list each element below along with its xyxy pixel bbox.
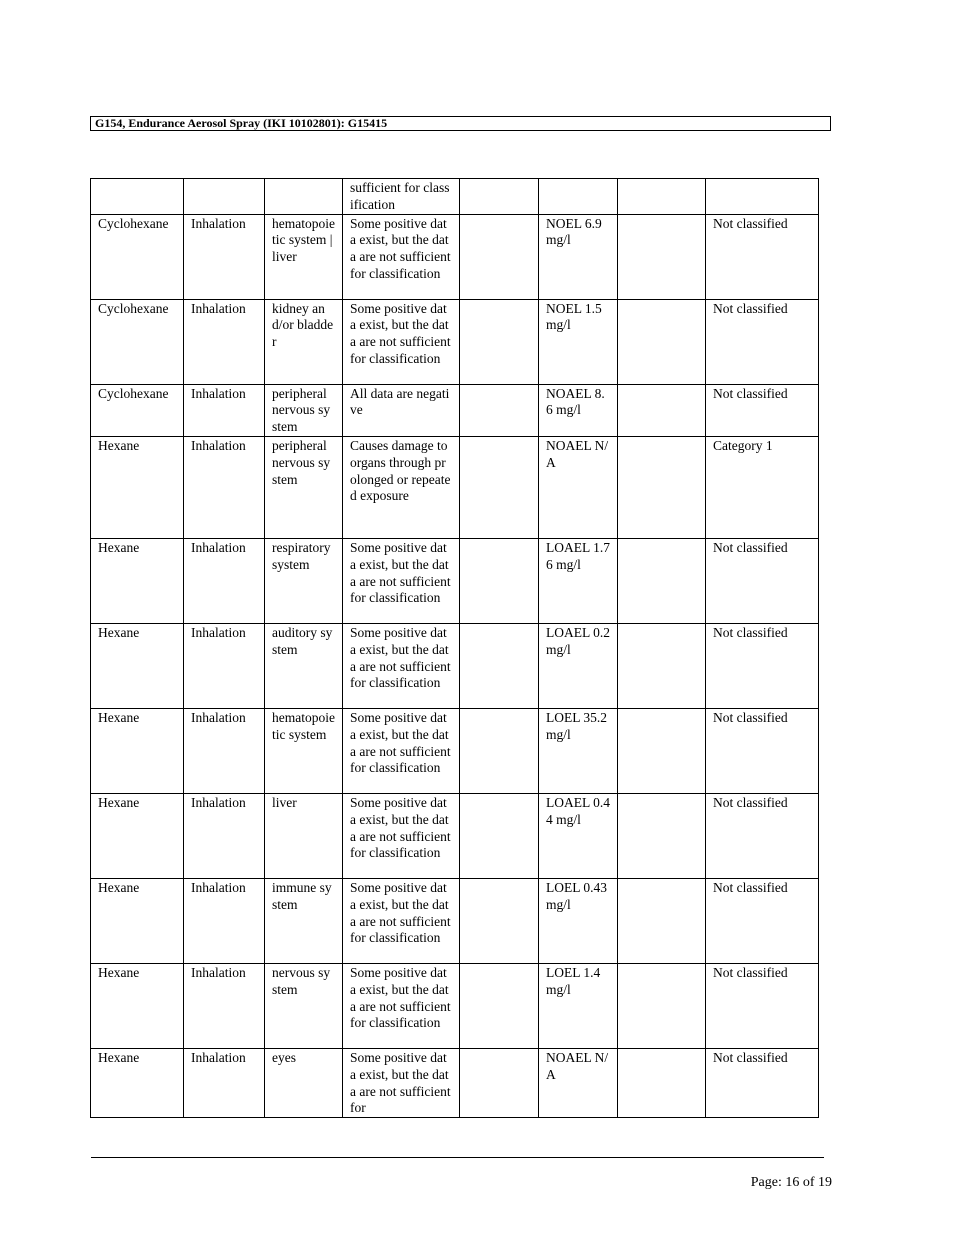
table-body <box>91 179 819 1118</box>
classification-cell: Not classified <box>706 214 819 299</box>
result-cell: Some positive data exist, but the data are not sufficient for classification <box>343 878 460 963</box>
empty-cell <box>460 214 539 299</box>
table-row <box>91 878 819 963</box>
table-row <box>91 1048 819 1117</box>
substance-cell: Cyclohexane <box>91 299 184 384</box>
classification-cell: Not classified <box>706 1048 819 1117</box>
route-cell: Inhalation <box>184 793 265 878</box>
empty-cell <box>460 793 539 878</box>
table-row <box>91 623 819 708</box>
route-cell: Inhalation <box>184 963 265 1048</box>
value-cell: LOAEL 0.2 mg/l <box>539 623 618 708</box>
route-cell: Inhalation <box>184 623 265 708</box>
substance-cell: Cyclohexane <box>91 384 184 436</box>
empty-cell <box>460 708 539 793</box>
result-cell: Some positive data exist, but the data are not sufficient for classification <box>343 708 460 793</box>
result-cell: Some positive data exist, but the data are not sufficient for classification <box>343 538 460 623</box>
result-cell: Some positive data exist, but the data are not sufficient for classification <box>343 793 460 878</box>
substance-cell: Hexane <box>91 878 184 963</box>
classification-cell: Not classified <box>706 299 819 384</box>
value-cell: LOEL 1.4 mg/l <box>539 963 618 1048</box>
classification-cell: Category 1 <box>706 436 819 538</box>
value-cell: LOAEL 0.44 mg/l <box>539 793 618 878</box>
result-cell: Some positive data exist, but the data are not sufficient for classification <box>343 214 460 299</box>
result-cell: sufficient for classification <box>343 179 460 215</box>
route-cell: Inhalation <box>184 384 265 436</box>
table-row <box>91 793 819 878</box>
empty-cell <box>460 963 539 1048</box>
result-cell: Causes damage to organs through prolonged or repeated exposure <box>343 436 460 538</box>
target-organ-cell: peripheral nervous system <box>265 436 343 538</box>
value-cell: NOAEL N/A <box>539 1048 618 1117</box>
empty-cell <box>618 708 706 793</box>
target-organ-cell: nervous system <box>265 963 343 1048</box>
classification-cell: Not classified <box>706 708 819 793</box>
result-cell: Some positive data exist, but the data are not sufficient for classification <box>343 299 460 384</box>
result-cell: Some positive data exist, but the data are not sufficient for classification <box>343 623 460 708</box>
toxicity-table <box>90 178 819 1118</box>
substance-cell: Hexane <box>91 436 184 538</box>
table-row <box>91 214 819 299</box>
value-cell: NOAEL N/A <box>539 436 618 538</box>
target-organ-cell: peripheral nervous system <box>265 384 343 436</box>
route-cell: Inhalation <box>184 538 265 623</box>
route-cell: Inhalation <box>184 1048 265 1117</box>
empty-cell <box>460 179 539 215</box>
route-cell: Inhalation <box>184 214 265 299</box>
route-cell: Inhalation <box>184 708 265 793</box>
empty-cell <box>460 538 539 623</box>
classification-cell <box>706 179 819 215</box>
value-cell: NOEL 1.5 mg/l <box>539 299 618 384</box>
classification-cell: Not classified <box>706 384 819 436</box>
target-organ-cell: liver <box>265 793 343 878</box>
substance-cell <box>91 179 184 215</box>
classification-cell: Not classified <box>706 538 819 623</box>
target-organ-cell: hematopoietic system <box>265 708 343 793</box>
classification-cell: Not classified <box>706 963 819 1048</box>
value-cell: LOAEL 1.76 mg/l <box>539 538 618 623</box>
empty-cell <box>618 214 706 299</box>
table-row <box>91 179 819 215</box>
empty-cell <box>618 878 706 963</box>
substance-cell: Hexane <box>91 623 184 708</box>
value-cell: NOEL 6.9 mg/l <box>539 214 618 299</box>
table-row <box>91 708 819 793</box>
empty-cell <box>618 384 706 436</box>
target-organ-cell: auditory system <box>265 623 343 708</box>
classification-cell: Not classified <box>706 793 819 878</box>
empty-cell <box>460 436 539 538</box>
target-organ-cell: eyes <box>265 1048 343 1117</box>
empty-cell <box>618 963 706 1048</box>
empty-cell <box>460 878 539 963</box>
empty-cell <box>460 623 539 708</box>
empty-cell <box>618 793 706 878</box>
page-number: Page: 16 of 19 <box>750 1175 832 1190</box>
table-row <box>91 538 819 623</box>
empty-cell <box>618 538 706 623</box>
route-cell: Inhalation <box>184 878 265 963</box>
substance-cell: Hexane <box>91 963 184 1048</box>
empty-cell <box>618 623 706 708</box>
empty-cell <box>618 299 706 384</box>
empty-cell <box>460 299 539 384</box>
result-cell: All data are negative <box>343 384 460 436</box>
route-cell: Inhalation <box>184 299 265 384</box>
document-header: G154, Endurance Aerosol Spray (IKI 10102801): G15415 <box>90 116 831 131</box>
empty-cell <box>618 436 706 538</box>
value-cell <box>539 179 618 215</box>
classification-cell: Not classified <box>706 623 819 708</box>
substance-cell: Hexane <box>91 538 184 623</box>
table-row <box>91 436 819 538</box>
substance-cell: Cyclohexane <box>91 214 184 299</box>
classification-cell: Not classified <box>706 878 819 963</box>
target-organ-cell: kidney and/or bladder <box>265 299 343 384</box>
target-organ-cell: hematopoietic system | liver <box>265 214 343 299</box>
target-organ-cell: respiratory system <box>265 538 343 623</box>
substance-cell: Hexane <box>91 1048 184 1117</box>
target-organ-cell <box>265 179 343 215</box>
value-cell: LOEL 35.2 mg/l <box>539 708 618 793</box>
value-cell: NOAEL 8.6 mg/l <box>539 384 618 436</box>
table-row <box>91 963 819 1048</box>
route-cell: Inhalation <box>184 436 265 538</box>
empty-cell <box>460 1048 539 1117</box>
result-cell: Some positive data exist, but the data are not sufficient for <box>343 1048 460 1117</box>
result-cell: Some positive data exist, but the data are not sufficient for classification <box>343 963 460 1048</box>
table-row <box>91 384 819 436</box>
empty-cell <box>618 179 706 215</box>
footer-divider <box>91 1157 824 1158</box>
target-organ-cell: immune system <box>265 878 343 963</box>
value-cell: LOEL 0.43 mg/l <box>539 878 618 963</box>
route-cell <box>184 179 265 215</box>
substance-cell: Hexane <box>91 708 184 793</box>
table-row <box>91 299 819 384</box>
substance-cell: Hexane <box>91 793 184 878</box>
empty-cell <box>618 1048 706 1117</box>
empty-cell <box>460 384 539 436</box>
